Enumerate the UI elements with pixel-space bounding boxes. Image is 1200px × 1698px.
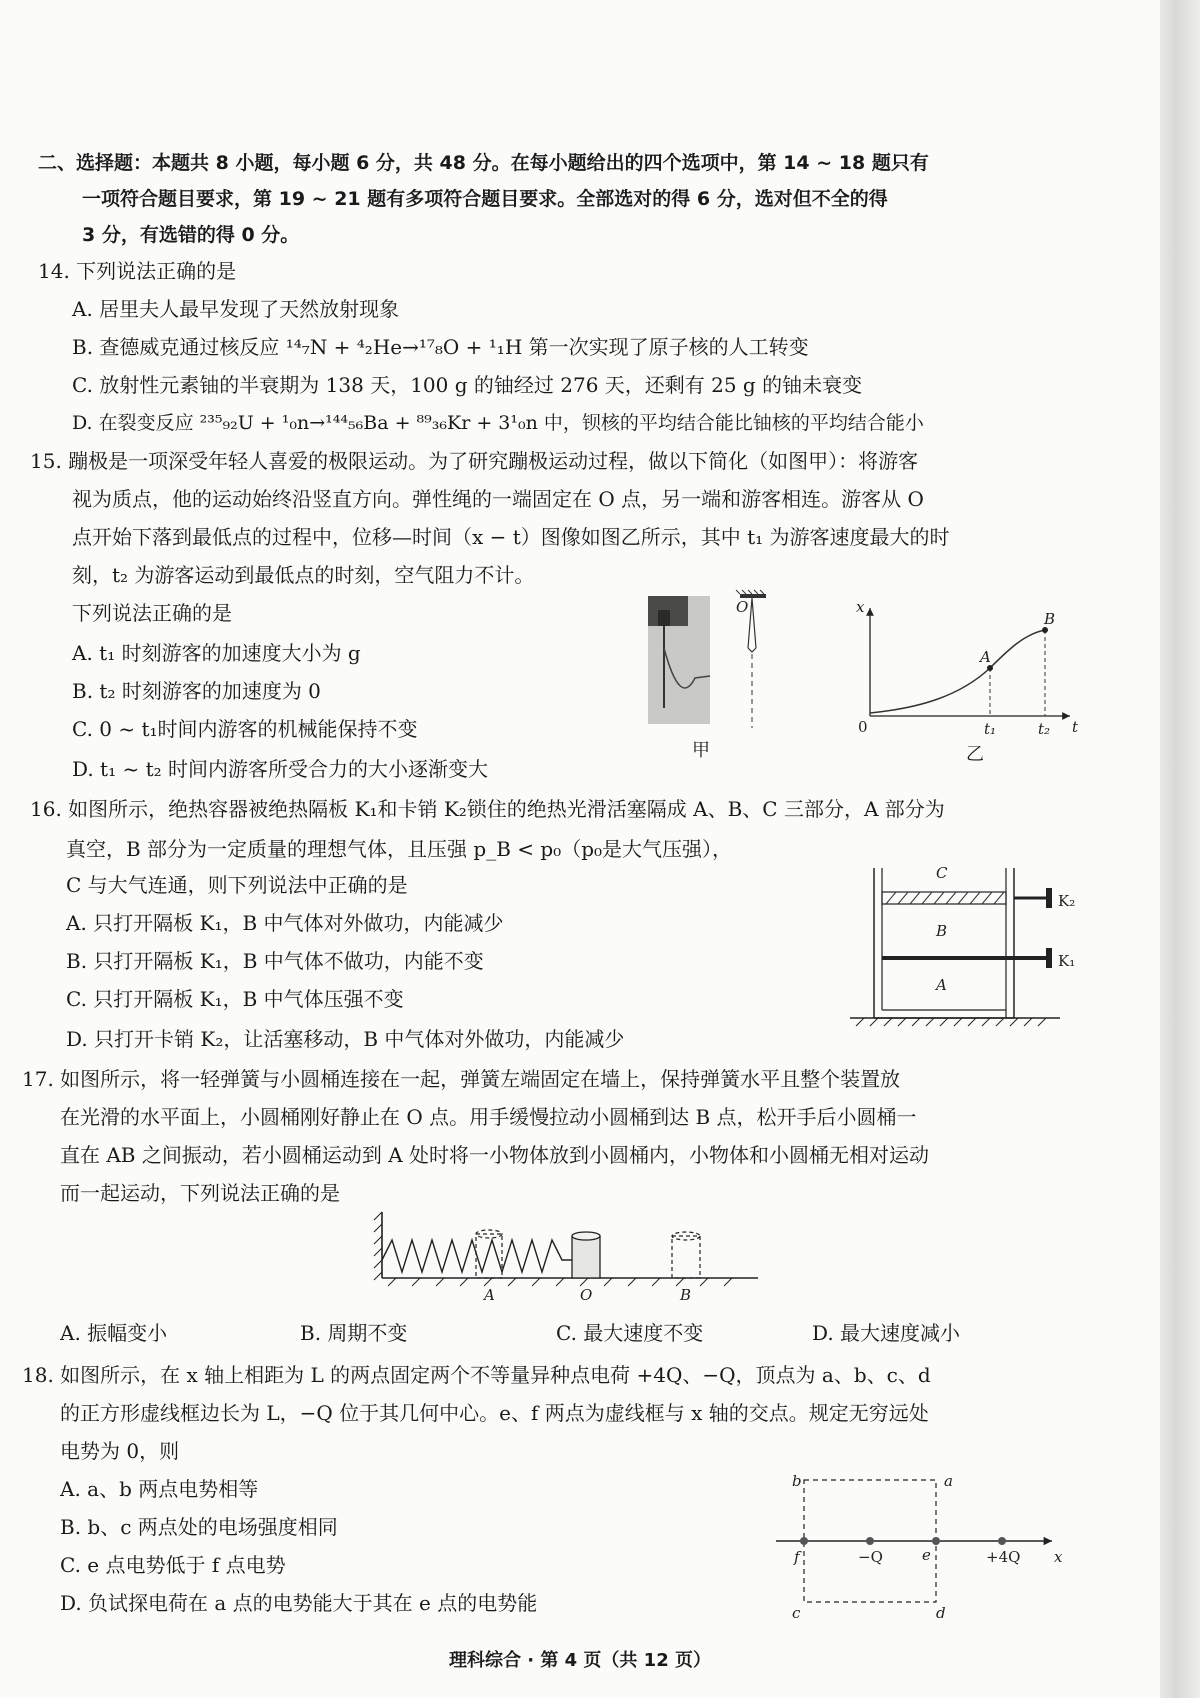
point-b-label: B: [1044, 610, 1056, 628]
point-a-label: A: [980, 648, 991, 666]
section-header-line-1: 二、选择题：本题共 8 小题，每小题 6 分，共 48 分。在每小题给出的四个选项中，第 14 ~ 18 题只有: [38, 152, 929, 174]
q17-option-d: D. 最大速度减小: [812, 1321, 961, 1345]
t1-label: t₁: [984, 720, 997, 738]
q15-option-b: B. t₂ 时刻游客的加速度为 0: [72, 679, 321, 703]
t2-label: t₂: [1038, 720, 1051, 738]
q14-option-d: D. 在裂变反应 ²³⁵₉₂U + ¹₀n→¹⁴⁴₅₆Ba + ⁸⁹₃₆Kr + 3¹₀n 中，钡核的平均结合能比铀核的平均结合能小: [72, 412, 924, 434]
q14-option-b: B. 查德威克通过核反应 ¹⁴₇N + ⁴₂He→¹⁷₈O + ¹₁H 第一次实现了原子核的人工转变: [72, 335, 809, 359]
bucket-at-o: [572, 1236, 600, 1278]
q17-option-a: A. 振幅变小: [60, 1321, 168, 1345]
q18-stem-3: 电势为 0，则: [60, 1439, 180, 1463]
x-axis-label: x: [1054, 1548, 1063, 1566]
q18-charge-figure: [770, 1470, 1070, 1630]
point-o-label: O: [580, 1286, 593, 1304]
vertex-c-label: c: [792, 1604, 801, 1622]
region-a-label: A: [936, 976, 947, 994]
section-header-line-3: 3 分，有选错的得 0 分。: [82, 224, 300, 246]
q18-stem-1: 18. 如图所示，在 x 轴上相距为 L 的两点固定两个不等量异种点电荷 +4Q、−Q，顶点为 a、b、c、d: [22, 1363, 931, 1387]
q15-stem-5: 下列说法正确的是: [72, 601, 232, 625]
charge-plus-4q: [998, 1537, 1006, 1545]
charge-minus-q: [866, 1537, 874, 1545]
origin-label: 0: [858, 718, 868, 736]
q16-stem-1: 16. 如图所示，绝热容器被绝热隔板 K₁和卡销 K₂锁住的绝热光滑活塞隔成 A、B、C 三部分，A 部分为: [30, 797, 945, 821]
vertex-d-label: d: [936, 1604, 946, 1622]
xt-curve: [870, 630, 1045, 713]
point-f-label: f: [794, 1548, 800, 1566]
minus-q-label: −Q: [858, 1548, 883, 1566]
q15-figure-yi-graph: [850, 596, 1080, 746]
q16-stem-2: 真空，B 部分为一定质量的理想气体，且压强 p_B < p₀（p₀是大气压强），: [66, 837, 733, 861]
point-o-label: O: [736, 598, 749, 616]
q15-fig-jia-label: 甲: [692, 740, 710, 761]
q15-option-a: A. t₁ 时刻游客的加速度大小为 g: [72, 641, 361, 665]
q15-option-c: C. 0 ~ t₁时间内游客的机械能保持不变: [72, 717, 418, 741]
q16-option-c: C. 只打开隔板 K₁，B 中气体压强不变: [66, 987, 404, 1011]
point-e-label: e: [922, 1546, 931, 1564]
q15-stem-4: 刻，t₂ 为游客运动到最低点的时刻，空气阻力不计。: [72, 563, 535, 587]
vertex-a-label: a: [944, 1472, 953, 1490]
q16-option-b: B. 只打开隔板 K₁，B 中气体不做功，内能不变: [66, 949, 484, 973]
q14-stem: 14. 下列说法正确的是: [38, 259, 237, 283]
point-b-label: B: [680, 1286, 692, 1304]
q18-option-c: C. e 点电势低于 f 点电势: [60, 1553, 286, 1577]
vertex-b-label: b: [792, 1472, 802, 1490]
q15-stem-1: 15. 蹦极是一项深受年轻人喜爱的极限运动。为了研究蹦极运动过程，做以下简化（如图甲）：将游客: [30, 449, 919, 473]
q16-option-a: A. 只打开隔板 K₁，B 中气体对外做功，内能减少: [66, 911, 504, 935]
q14-option-a: A. 居里夫人最早发现了天然放射现象: [72, 297, 400, 321]
spring: [382, 1240, 572, 1272]
q15-fig-yi-label: 乙: [966, 744, 984, 765]
q14-option-c: C. 放射性元素铀的半衰期为 138 天，100 g 的铀经过 276 天，还剩有 25 g 的铀未衰变: [72, 373, 863, 397]
q17-stem-2: 在光滑的水平面上，小圆桶刚好静止在 O 点。用手缓慢拉动小圆桶到达 B 点，松开手后小圆桶一: [60, 1105, 917, 1129]
q17-stem-4: 而一起运动，下列说法正确的是: [60, 1181, 340, 1205]
q15-stem-2: 视为质点，他的运动始终沿竖直方向。弹性绳的一端固定在 O 点，另一端和游客相连。游客从 O: [72, 487, 924, 511]
bucket-at-a: [476, 1234, 502, 1278]
q15-stem-3: 点开始下落到最低点的过程中，位移—时间（x − t）图像如图乙所示，其中 t₁ 为游客速度最大的时: [72, 525, 950, 549]
q16-container-figure: [850, 848, 1090, 1028]
q17-stem-1: 17. 如图所示，将一轻弹簧与小圆桶连接在一起，弹簧左端固定在墙上，保持弹簧水平且整个装置放: [22, 1067, 901, 1091]
q18-option-a: A. a、b 两点电势相等: [60, 1477, 259, 1501]
q16-stem-3: C 与大气连通，则下列说法中正确的是: [66, 873, 408, 897]
region-c-label: C: [936, 864, 948, 882]
plus-4q-label: +4Q: [986, 1548, 1021, 1566]
section-header-line-2: 一项符合题目要求，第 19 ~ 21 题有多项符合题目要求。全部选对的得 6 分，选对但不全的得: [82, 188, 888, 210]
k2-label: K₂: [1058, 892, 1076, 910]
q18-option-d: D. 负试探电荷在 a 点的电势能大于其在 e 点的电势能: [60, 1591, 538, 1615]
q15-figure-jia: [640, 588, 780, 738]
q17-option-b: B. 周期不变: [300, 1321, 408, 1345]
k1-label: K₁: [1058, 952, 1076, 970]
q17-stem-3: 直在 AB 之间振动，若小圆桶运动到 A 处时将一小物体放到小圆桶内，小物体和小圆桶无相对运动: [60, 1143, 930, 1167]
page-footer: 理科综合 · 第 4 页（共 12 页）: [448, 1650, 711, 1671]
region-b-label: B: [936, 922, 948, 940]
q17-spring-figure: [372, 1206, 772, 1306]
q15-option-d: D. t₁ ~ t₂ 时间内游客所受合力的大小逐渐变大: [72, 757, 488, 781]
t-axis-label: t: [1072, 718, 1079, 736]
q18-option-b: B. b、c 两点处的电场强度相同: [60, 1515, 338, 1539]
q18-stem-2: 的正方形虚线框边长为 L，−Q 位于其几何中心。e、f 两点为虚线框与 x 轴的交点。规定无穷远处: [60, 1401, 929, 1425]
q17-option-c: C. 最大速度不变: [556, 1321, 704, 1345]
bucket-at-b: [672, 1236, 700, 1278]
page-edge-shadow: [1160, 0, 1200, 1698]
q16-option-d: D. 只打开卡销 K₂，让活塞移动，B 中气体对外做功，内能减少: [66, 1027, 625, 1051]
x-axis-label: x: [856, 598, 865, 616]
point-a-label: A: [484, 1286, 495, 1304]
